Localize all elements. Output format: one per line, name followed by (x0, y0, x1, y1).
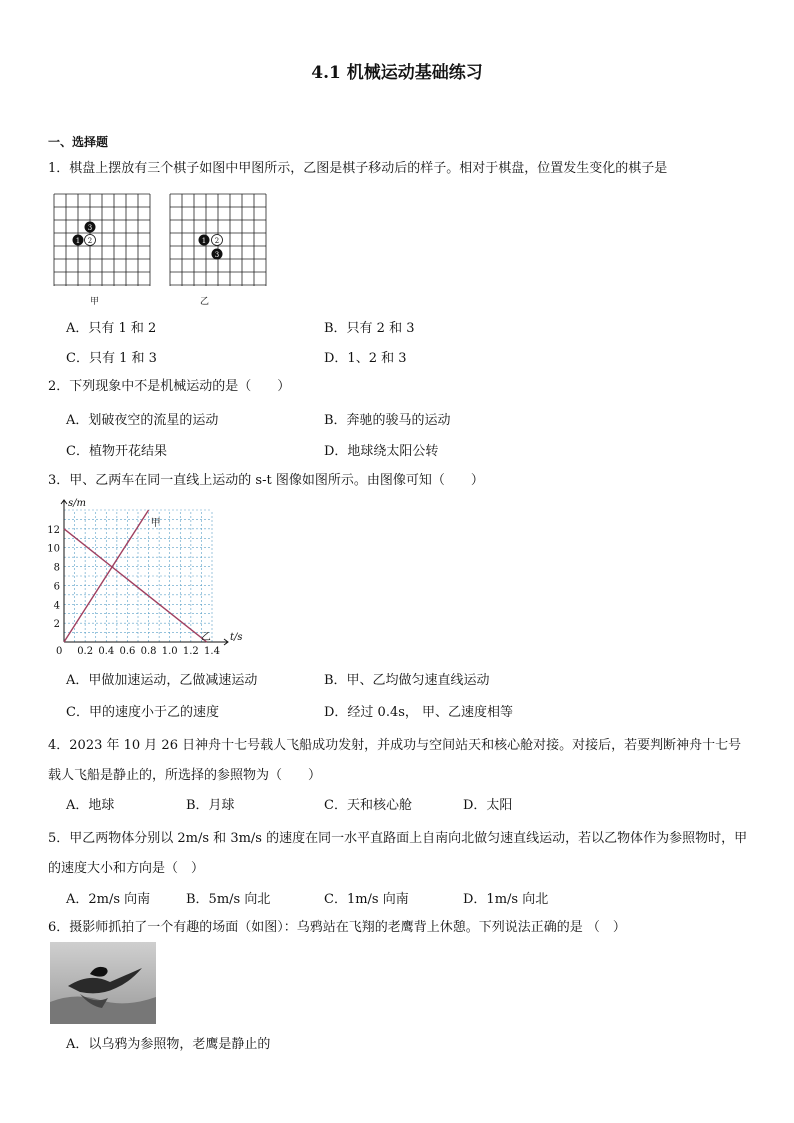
q2-option-a[interactable]: A．划破夜空的流星的运动 (66, 413, 219, 428)
question-6: 6．摄影师抓拍了一个有趣的场面（如图）：乌鸦站在飞翔的老鹰背上休憩。下列说法正确的是 （ ） (48, 920, 626, 935)
series-label: 甲 (150, 518, 161, 529)
caption-jia: 甲 (90, 297, 100, 307)
y-tick-label: 12 (47, 524, 60, 536)
q5-option-d[interactable]: D．1m/s 向北 (463, 892, 549, 907)
q5-option-a[interactable]: A．2m/s 向南 (66, 892, 151, 907)
y-tick-label: 6 (53, 581, 60, 593)
y-tick-label: 4 (53, 600, 60, 612)
q2-option-c[interactable]: C．植物开花结果 (66, 444, 167, 459)
s-t-chart (44, 496, 280, 662)
x-tick-label: 1.2 (182, 646, 199, 657)
question-1: 1．棋盘上摆放有三个棋子如图中甲图所示，乙图是棋子移动后的样子。相对于棋盘，位置发生变化的棋子是 (48, 161, 668, 176)
crow-eagle-photo (50, 942, 156, 1024)
y-tick-label: 8 (53, 562, 60, 574)
section-heading: 一、选择题 (48, 135, 109, 149)
chessboard-yi (168, 192, 268, 288)
q4-option-a[interactable]: A．地球 (66, 798, 115, 813)
y-tick-label: 2 (53, 619, 60, 631)
piece-1-label: 1 (201, 237, 207, 245)
q1-option-c[interactable]: C．只有 1 和 3 (66, 351, 157, 366)
y-axis (61, 500, 67, 642)
question-5: 5．甲乙两物体分别以 2m/s 和 3m/s 的速度在同一水平直路面上自南向北做匀速直线运动，若以乙物体作为参照物时，甲的速度大小和方向是（ ） (48, 831, 748, 876)
q3-option-d[interactable]: D．经过 0.4s， 甲、乙速度相等 (324, 705, 514, 720)
piece-3-label: 3 (214, 251, 220, 259)
q3-option-c[interactable]: C．甲的速度小于乙的速度 (66, 705, 219, 720)
question-3: 3．甲、乙两车在同一直线上运动的 s-t 图像如图所示。由图像可知（ ） (48, 473, 484, 488)
y-axis-label: s/m (68, 498, 86, 509)
caption-yi: 乙 (200, 297, 210, 307)
x-tick-label: 0.8 (140, 646, 157, 657)
q2-option-d[interactable]: D．地球绕太阳公转 (324, 444, 439, 459)
q3-option-a[interactable]: A．甲做加速运动，乙做减速运动 (66, 673, 258, 688)
q5-option-b[interactable]: B．5m/s 向北 (186, 892, 271, 907)
q1-option-b[interactable]: B．只有 2 和 3 (324, 321, 415, 336)
q3-option-b[interactable]: B．甲、乙均做匀速直线运动 (324, 673, 490, 688)
series-label: 乙 (200, 632, 211, 643)
q5-option-c[interactable]: C．1m/s 向南 (324, 892, 409, 907)
page-title: 4.1 机械运动基础练习 (311, 63, 483, 83)
q1-option-d[interactable]: D．1、2 和 3 (324, 351, 407, 366)
x-tick-label: 1.0 (161, 646, 178, 657)
piece-2-label: 2 (214, 237, 220, 245)
question-4: 4．2023 年 10 月 26 日神舟十七号载人飞船成功发射，并成功与空间站天和核心舱对接。对接后，若要判断神舟十七号载人飞船是静止的，所选择的参照物为（ ） (48, 738, 742, 783)
question-2: 2．下列现象中不是机械运动的是（ ） (48, 379, 291, 394)
x-axis-label: t/s (230, 632, 243, 643)
q4-option-c[interactable]: C．天和核心舱 (324, 798, 412, 813)
q1-option-a[interactable]: A．只有 1 和 2 (66, 321, 157, 336)
piece-2-label: 2 (87, 237, 93, 245)
piece-1-label: 1 (75, 237, 81, 245)
x-tick-label: 0.6 (119, 646, 136, 657)
y-tick-label: 10 (47, 543, 60, 555)
piece-3-label: 3 (87, 224, 93, 232)
q2-option-b[interactable]: B．奔驰的骏马的运动 (324, 413, 451, 428)
x-tick-label: 0 (56, 646, 63, 657)
q6-option-a[interactable]: A．以乌鸦为参照物，老鹰是静止的 (66, 1037, 271, 1052)
x-tick-label: 0.2 (77, 646, 94, 657)
chessboard-jia (52, 192, 152, 288)
x-tick-label: 0.4 (98, 646, 115, 657)
q4-option-d[interactable]: D．太阳 (463, 798, 513, 813)
x-tick-label: 1.4 (204, 646, 220, 657)
q4-option-b[interactable]: B．月球 (186, 798, 235, 813)
